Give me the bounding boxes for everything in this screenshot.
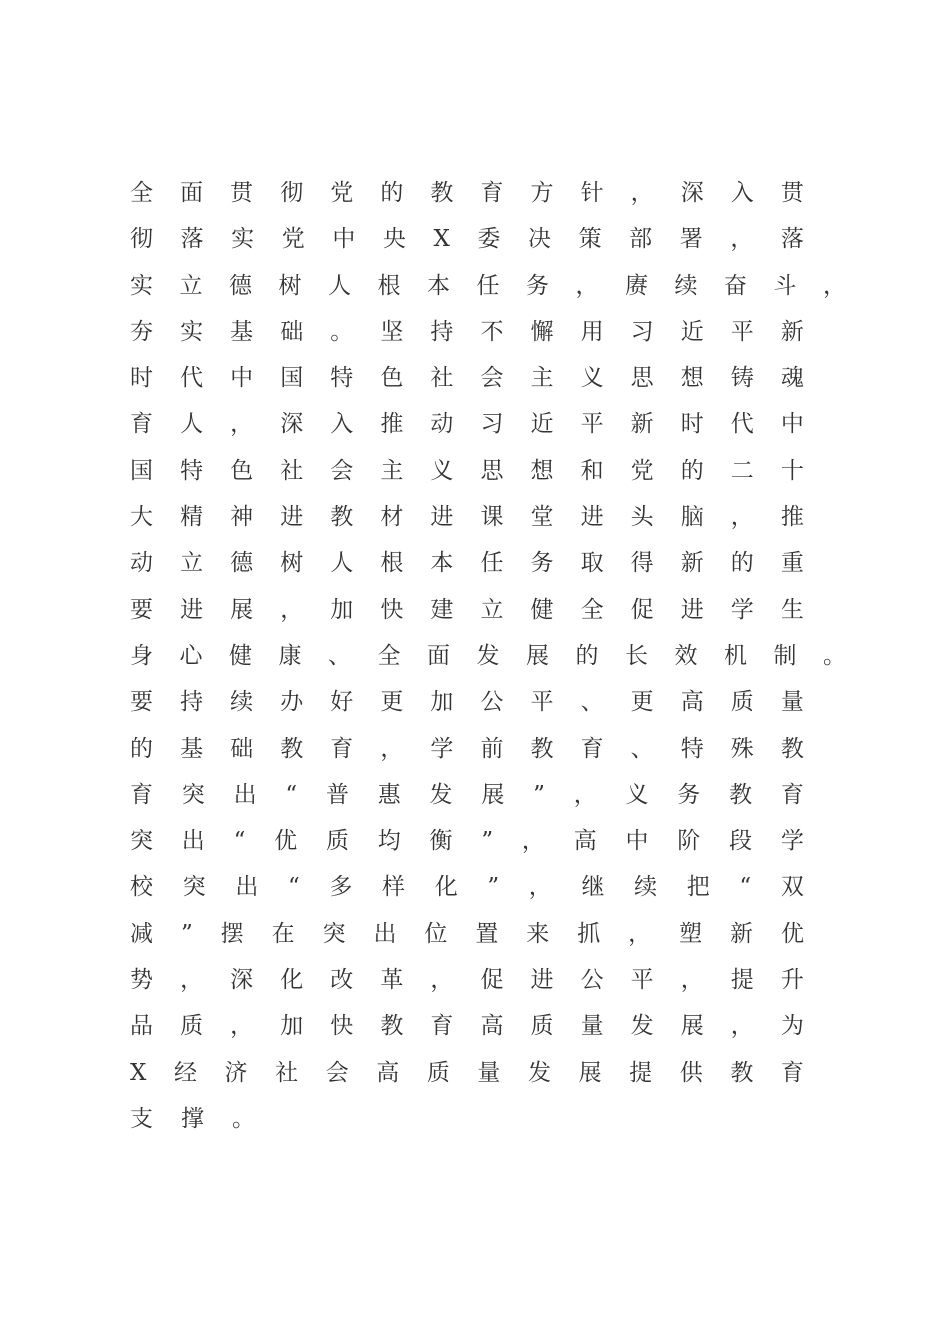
text-line: 育 突 出 “ 普 惠 发 展 ” ， 义 务 教 育 [130, 781, 804, 808]
text-line: 彻 落 实 党 中 央 X 委 决 策 部 署 ， 落 [130, 226, 804, 253]
text-line: 育 人 ， 深 入 推 动 习 近 平 新 时 代 中 [130, 411, 804, 438]
text-line: 势 ， 深 化 改 革 ， 促 进 公 平 ， 提 升 [130, 967, 804, 994]
text-line: 动 立 德 树 人 根 本 任 务 取 得 新 的 重 [130, 550, 804, 577]
text-line: 实 立 德 树 人 根 本 任 务 ， 赓 续 奋 斗 ， [130, 272, 846, 299]
text-line: 时 代 中 国 特 色 社 会 主 义 思 想 铸 魂 [130, 365, 804, 392]
text-line: 支撑。 [130, 1105, 283, 1132]
text-line: 突 出 “ 优 质 均 衡 ” ， 高 中 阶 段 学 [130, 828, 804, 855]
text-line: 的 基 础 教 育 ， 学 前 教 育 、 特 殊 教 [130, 735, 804, 762]
text-line: 大 精 神 进 教 材 进 课 堂 进 头 脑 ， 推 [130, 504, 804, 531]
text-line: 身 心 健 康 、 全 面 发 展 的 长 效 机 制 。 [130, 642, 846, 669]
text-line: 要 进 展 ， 加 快 建 立 健 全 促 进 学 生 [130, 596, 804, 623]
text-line: 校 突 出 “ 多 样 化 ” ， 继 续 把 “ 双 [130, 874, 804, 901]
text-line: 减 ” 摆 在 突 出 位 置 来 抓 ， 塑 新 优 [130, 920, 804, 947]
text-line: 全 面 贯 彻 党 的 教 育 方 针 ， 深 入 贯 [130, 180, 804, 206]
text-line: 夯 实 基 础 。 坚 持 不 懈 用 习 近 平 新 [130, 318, 804, 345]
body-paragraph [130, 170, 850, 1142]
text-line: 国 特 色 社 会 主 义 思 想 和 党 的 二 十 [130, 457, 804, 484]
text-line: 要 持 续 办 好 更 加 公 平 、 更 高 质 量 [130, 689, 804, 716]
text-line: X 经 济 社 会 高 质 量 发 展 提 供 教 育 [130, 1059, 804, 1086]
text-line: 品 质 ， 加 快 教 育 高 质 量 发 展 ， 为 [130, 1013, 804, 1040]
